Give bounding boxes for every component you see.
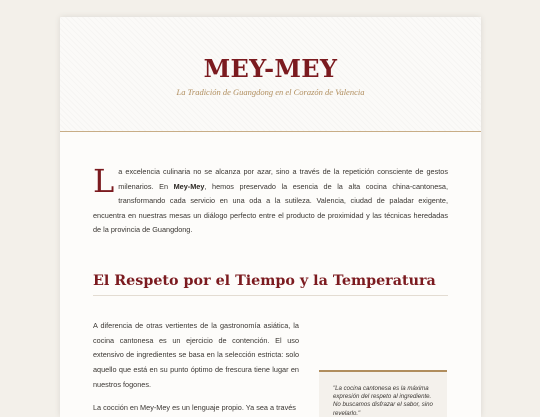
intro-text-end: , hemos preservado la esencia de la alta cocina china-cantonesa, transformando cada servicio en una oda a la sutileza. Valencia, ciudad de paladar exigente, encuentra en nuestras mesas un diálogo perfecto entre el producto de proximidad y las técnicas heredadas de la provincia de Guangdong. — [93, 181, 448, 235]
tagline: La Tradición de Guangdong en el Corazón de Valencia — [176, 87, 365, 97]
body-paragraph-2: La cocción en Mey-Mey es un lenguaje propio. Ya sea a través — [93, 402, 296, 412]
page-header — [60, 17, 481, 132]
intro-brand-mention: Mey-Mey — [173, 181, 205, 191]
intro-text-start: a excelencia culinaria no se alcanza por azar, sino a través de la repetición consciente de gestos milenarios. En — [118, 167, 448, 191]
pull-quote-text: "La cocina cantonesa es la máxima expresión del respeto al ingrediente. No buscamos disfrazar el sabor, sino revelarlo." — [333, 385, 433, 417]
section-heading: El Respeto por el Tiempo y la Temperatura — [93, 273, 448, 296]
restaurant-name: MEY-MEY — [203, 54, 338, 83]
article-page — [60, 17, 481, 417]
body-paragraph-1: A diferencia de otras vertientes de la gastronomía asiática, la cocina cantonesa es un ejercicio de contención. El uso extensivo de ingredientes se basa en la selección estricta: solo aquello que está en su punto óptimo de frescura tiene lugar en nuestros fogones. — [93, 321, 299, 389]
section-body — [93, 319, 299, 417]
intro-paragraph — [93, 162, 448, 238]
drop-cap: L — [93, 162, 115, 200]
pull-quote-box — [319, 370, 447, 417]
